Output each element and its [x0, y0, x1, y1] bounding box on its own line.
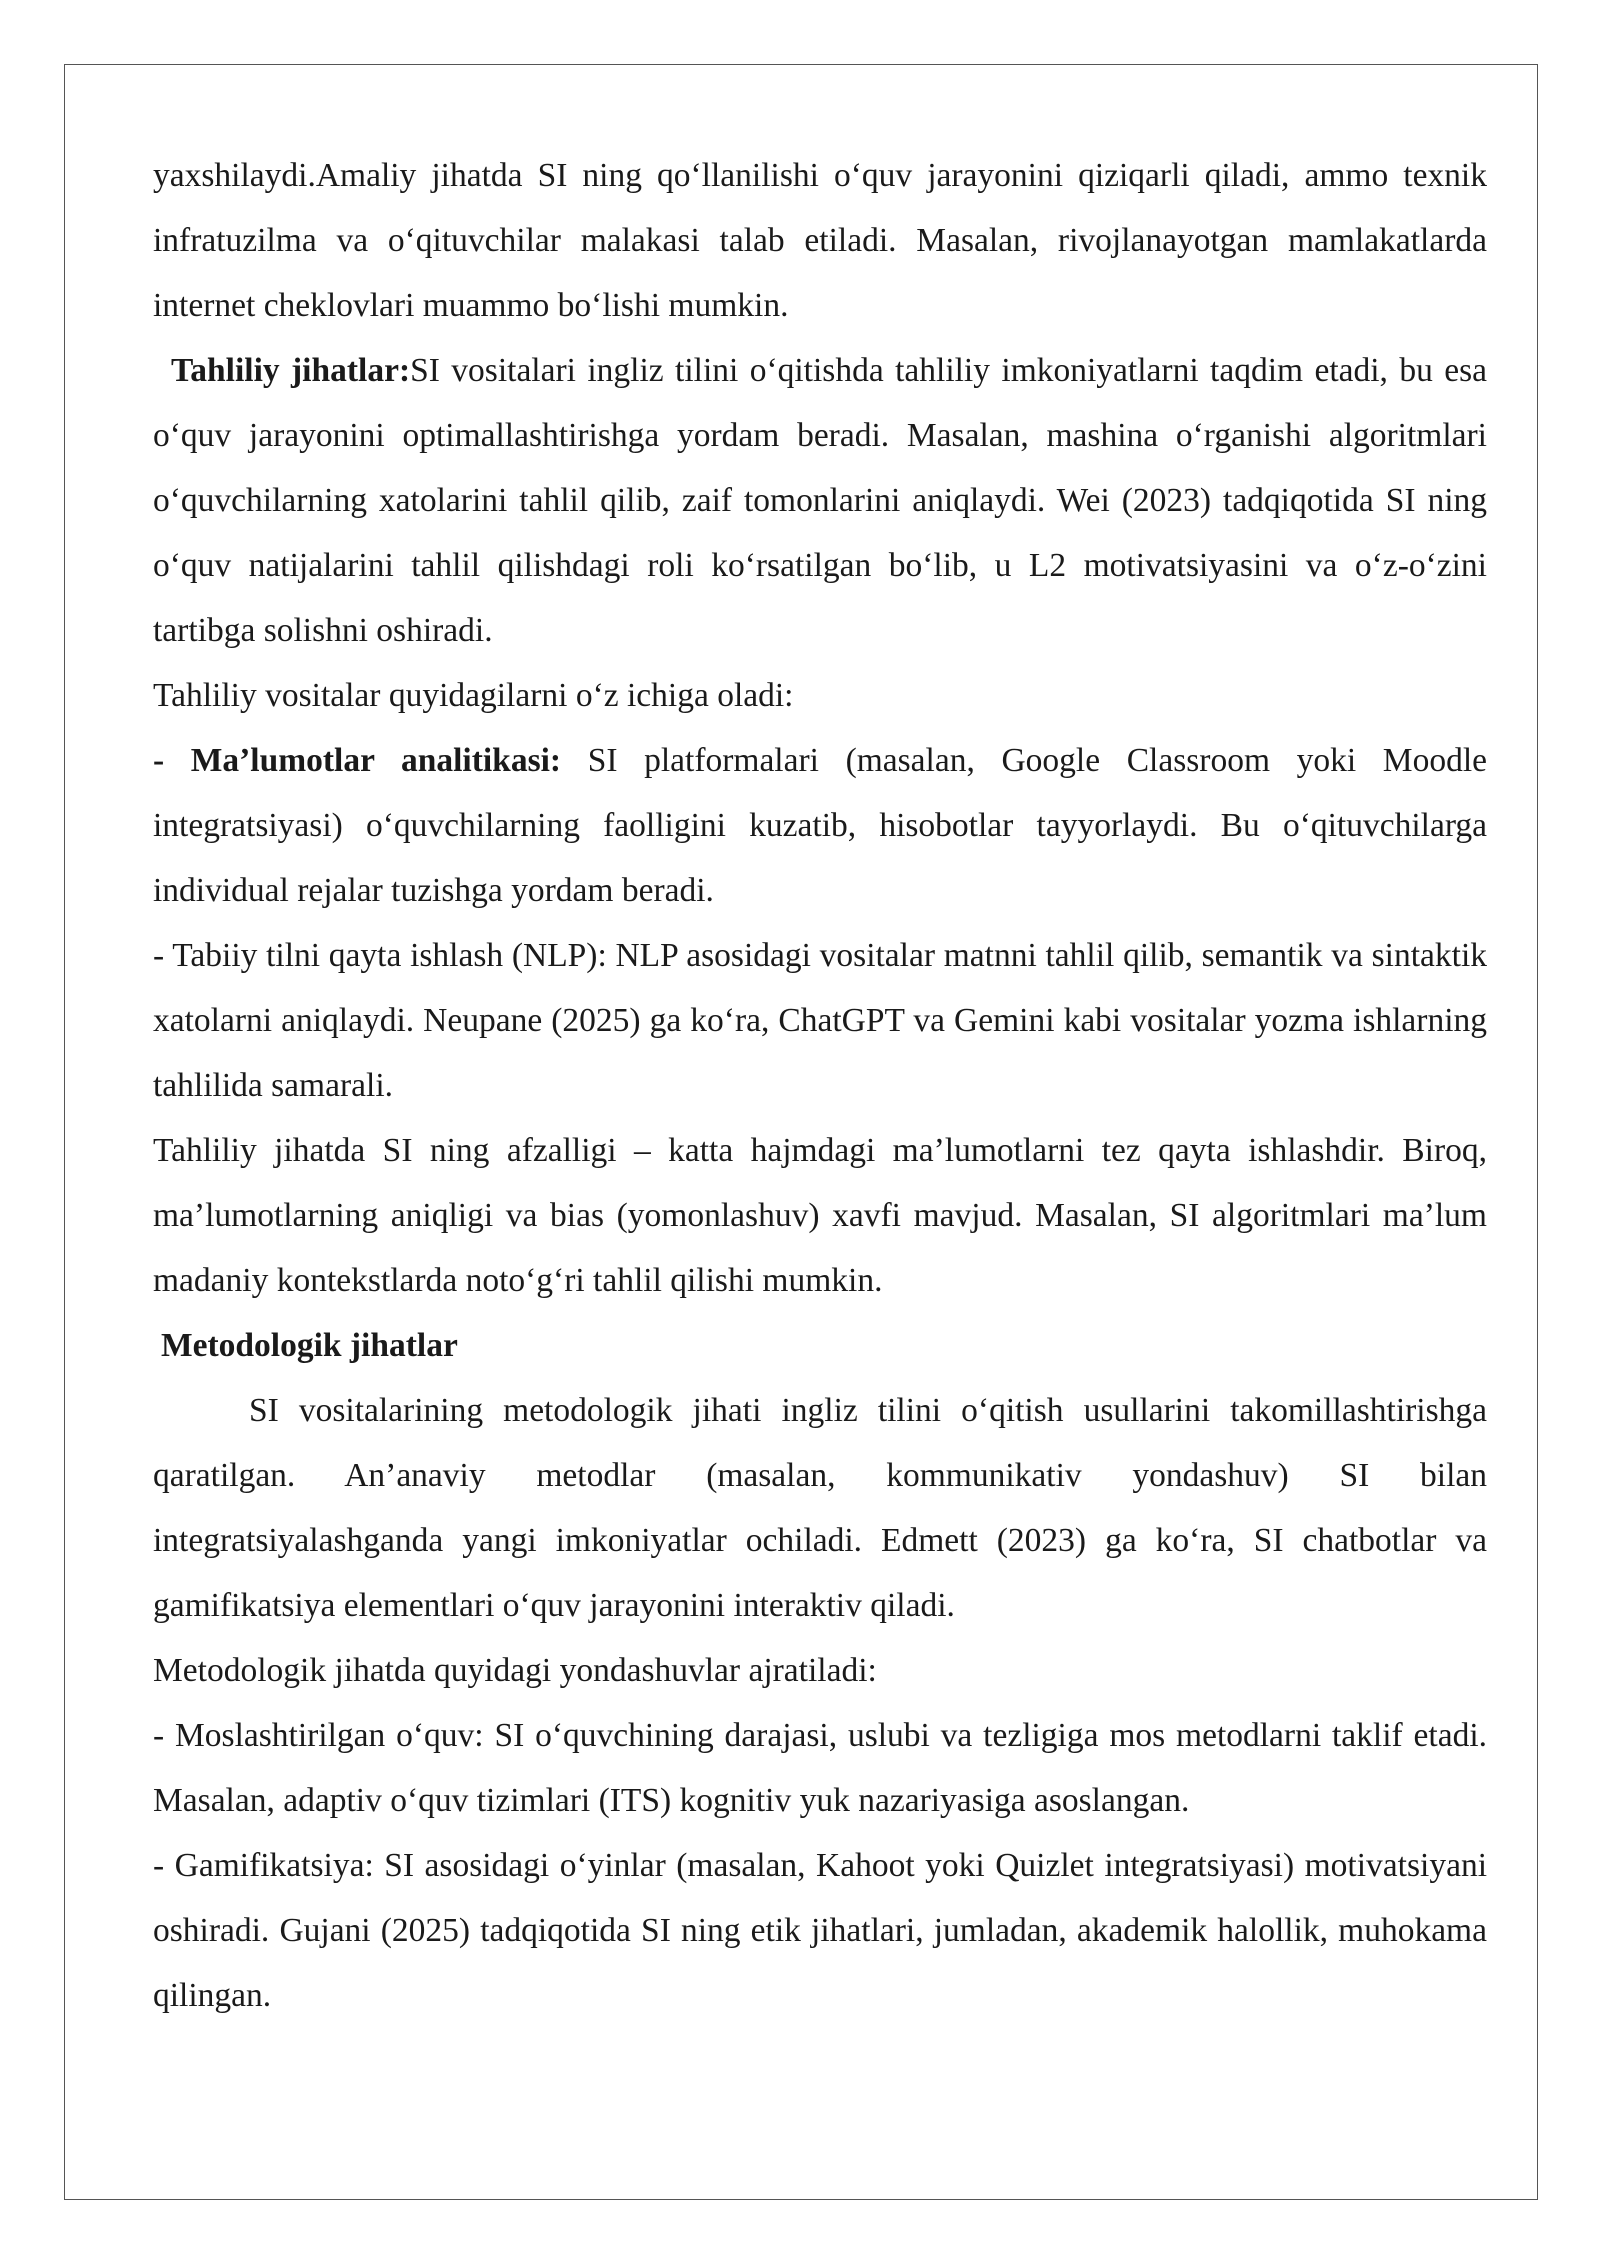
list-item-gamification: - Gamifikatsiya: SI asosidagi o‘yinlar (masalan, Kahoot yoki Quizlet integratsiyasi) motivatsiyani oshiradi. Gujani (2025) tadqiqotida SI ning etik jihatlari, jumladan, akademik halollik, muhokama qilingan. [153, 1847, 1487, 2014]
heading-methodological-aspects: Metodologik jihatlar [161, 1327, 458, 1364]
paragraph-analytic-tools-intro: Tahliliy vositalar quyidagilarni o‘z ichiga oladi: [153, 677, 794, 714]
list-item-data-analytics-body: SI platformalari (masalan, Google Classroom yoki Moodle integratsiyasi) o‘quvchilarning faolligini kuzatib, hisobotlar tayyorlaydi. Bu o‘qituvchilarga individual rejalar tuzishga yordam beradi. [153, 742, 1488, 909]
paragraph-methodological: SI vositalarining metodologik jihati ingliz tilini o‘qitish usullarini takomillashtirishga qaratilgan. An’anaviy metodlar (masalan, kommunikativ yondashuv) SI bilan integratsiyalashganda yangi imkoniyatlar ochiladi. Edmett (2023) ga ko‘ra, SI chatbotlar va gamifikatsiya elementlari o‘quv jarayonini interaktiv qiladi. [153, 1392, 1487, 1624]
paragraph-methodological-approaches-intro: Metodologik jihatda quyidagi yondashuvlar ajratiladi: [153, 1652, 877, 1689]
paragraph-analytic-aspects [153, 338, 1487, 663]
paragraph-analytic-aspects-body: SI vositalari ingliz tilini o‘qitishda tahliliy imkoniyatlarni taqdim etadi, bu esa o‘quv jarayonini optimallashtirishga yordam beradi. Masalan, mashina o‘rganishi algoritmlari o‘quvchilarning xatolarini tahlil qilib, zaif tomonlarini aniqlaydi. Wei (2023) tadqiqotida SI ning o‘quv natijalarini tahlil qilishdagi roli ko‘rsatilgan bo‘lib, u L2 motivatsiyasini va o‘z-o‘zini tartibga solishni oshiradi. [153, 352, 1487, 649]
heading-analytic-aspects: Tahliliy jihatlar: [171, 352, 411, 389]
paragraph-analytic-advantage: Tahliliy jihatda SI ning afzalligi – katta hajmdagi ma’lumotlarni tez qayta ishlashdir. Biroq, ma’lumotlarning aniqligi va bias (yomonlashuv) xavfi mavjud. Masalan, SI algoritmlari ma’lum madaniy kontekstlarda noto‘g‘ri tahlil qilishi mumkin. [153, 1132, 1487, 1299]
document-body [153, 143, 1487, 2028]
list-item-data-analytics [153, 728, 1487, 923]
paragraph-intro: yaxshilaydi.Amaliy jihatda SI ning qo‘llanilishi o‘quv jarayonini qiziqarli qiladi, ammo texnik infratuzilma va o‘qituvchilar malakasi talab etiladi. Masalan, rivojlanayotgan mamlakatlarda internet cheklovlari muammo bo‘lishi mumkin. [153, 157, 1487, 324]
list-item-data-analytics-label: - Ma’lumotlar analitikasi: [153, 742, 562, 779]
list-item-adaptive-learning: - Moslashtirilgan o‘quv: SI o‘quvchining darajasi, uslubi va tezligiga mos metodlarni taklif etadi. Masalan, adaptiv o‘quv tizimlari (ITS) kognitiv yuk nazariyasiga asoslangan. [153, 1717, 1487, 1819]
list-item-nlp: - Tabiiy tilni qayta ishlash (NLP): NLP asosidagi vositalar matnni tahlil qilib, semantik va sintaktik xatolarni aniqlaydi. Neupane (2025) ga ko‘ra, ChatGPT va Gemini kabi vositalar yozma ishlarning tahlilida samarali. [153, 937, 1487, 1104]
